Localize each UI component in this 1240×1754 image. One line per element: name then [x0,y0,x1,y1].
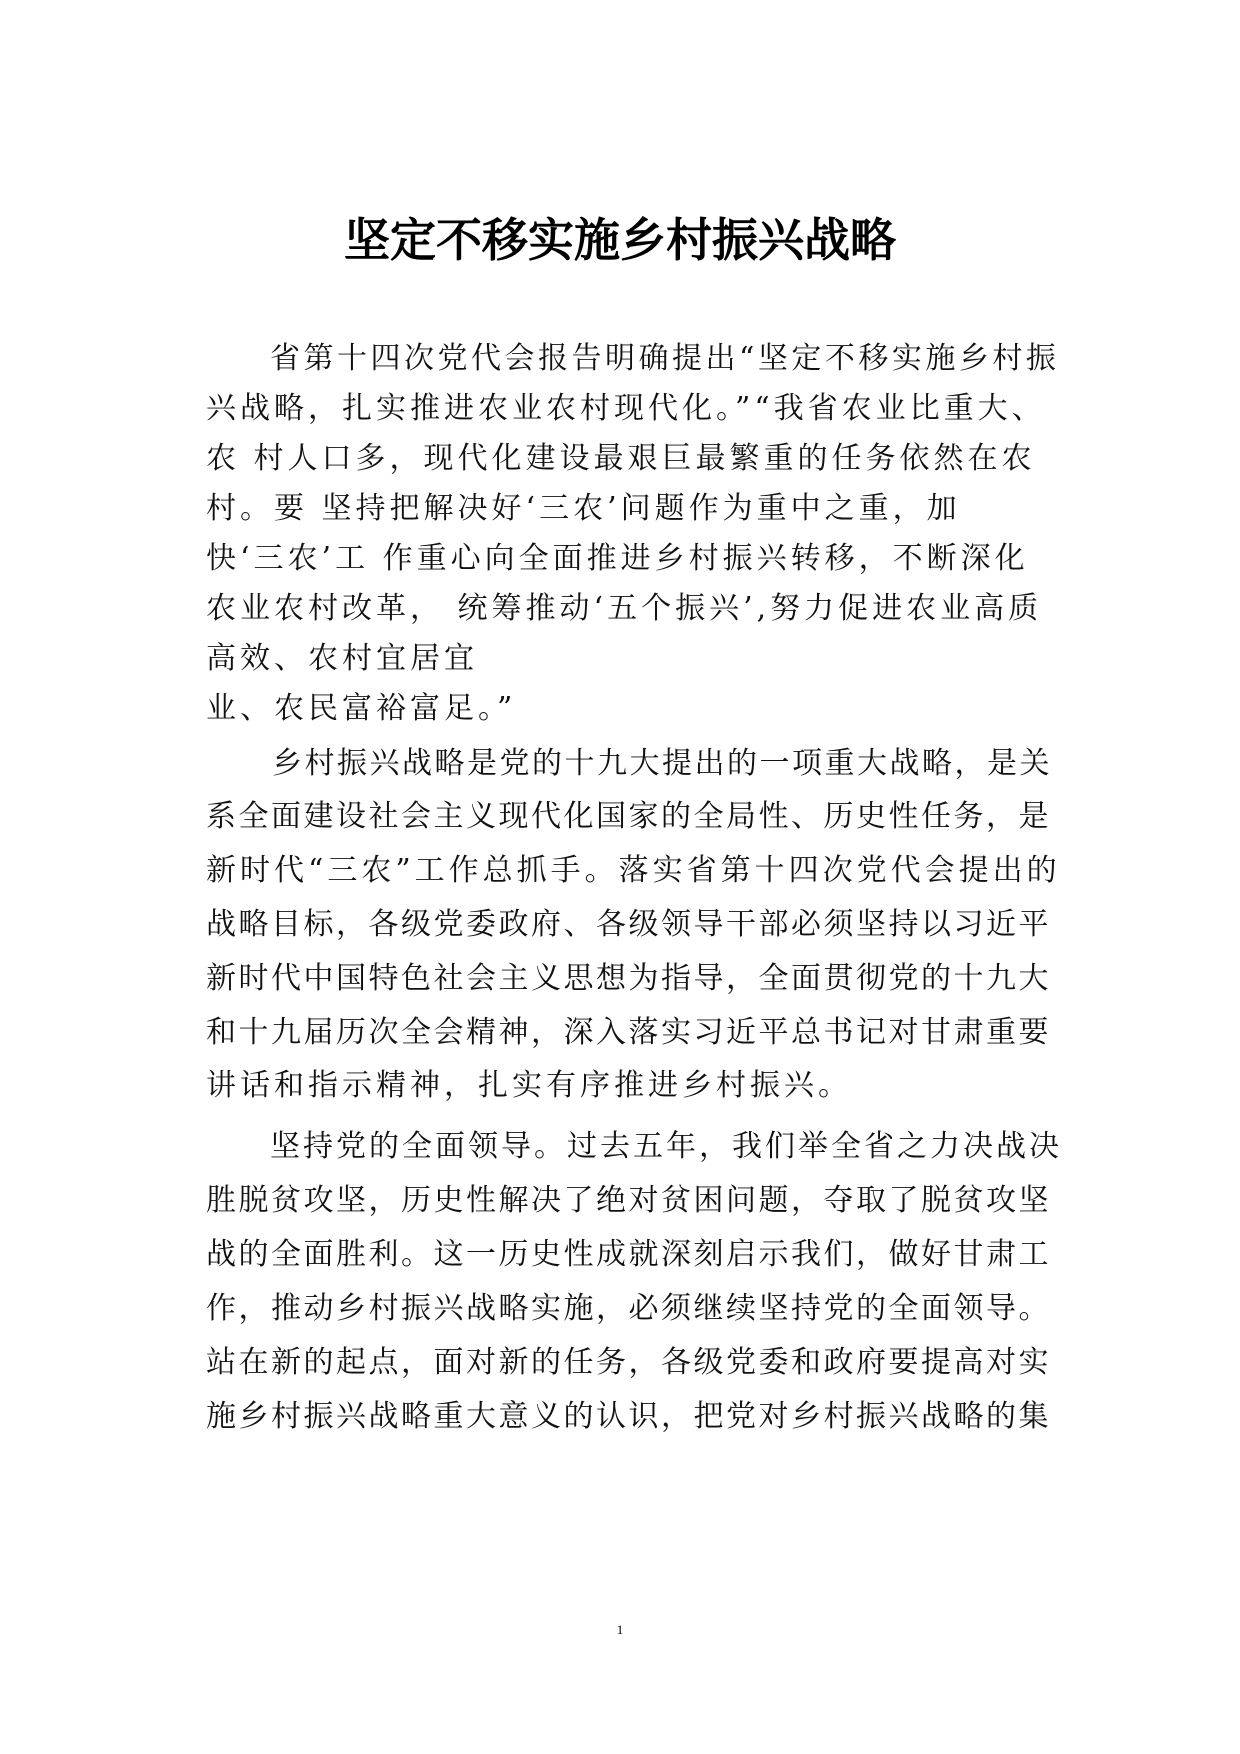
paragraph-line: 兴战略，扎实推进农业农村现代化。”“我省农业比重大、 [206,391,1046,426]
paragraph-line: 农 村人口多，现代化建设最艰巨最繁重的任务依然在农 [206,441,1036,476]
paragraph-line: 新时代中国特色社会主义思想为指导，全面贯彻党的十九大 [206,961,1051,996]
paragraph-line: 业、农民富裕富足。” [206,691,517,726]
paragraph-line: 施乡村振兴战略重大意义的认识，把党对乡村振兴战略的集 [206,1399,1051,1434]
paragraph-line: 高效、农村宜居宜 [206,641,478,676]
page-number: 1 [616,1622,624,1637]
paragraph-line: 战的全面胜利。这一历史性成就深刻启示我们，做好甘肃工 [206,1237,1051,1272]
paragraph-line: 作，推动乡村振兴战略实施，必须继续坚持党的全面领导。 [206,1291,1051,1326]
paragraph-line: 和十九届历次全会精神，深入落实习近平总书记对甘肃重要 [206,1015,1051,1050]
paragraph-line: 村。要 坚持把解决好‘三农’问题作为重中之重，加 [206,491,961,526]
paragraph-line: 胜脱贫攻坚，历史性解决了绝对贫困问题，夺取了脱贫攻坚 [206,1183,1051,1218]
paragraph-line: 坚持党的全面领导。过去五年，我们举全省之力决战决 [270,1129,1062,1164]
paragraph-line: 战略目标，各级党委政府、各级领导干部必须坚持以习近平 [206,907,1051,942]
paragraph-line: 农业农村改革， 统筹推动‘五个振兴’,努力促进农业高质 [206,591,1043,626]
paragraph-line: 快‘三农’工 作重心向全面推进乡村振兴转移，不断深化 [206,541,1029,576]
paragraph-line: 站在新的起点，面对新的任务，各级党委和政府要提高对实 [206,1345,1051,1380]
paragraph-line: 乡村振兴战略是党的十九大提出的一项重大战略，是关 [272,746,1052,781]
document-title: 坚定不移实施乡村振兴战略 [344,213,896,267]
paragraph-line: 系全面建设社会主义现代化国家的全局性、历史性任务，是 [206,799,1051,834]
paragraph-line: 新时代“三农”工作总抓手。落实省第十四次党代会提出的 [206,853,1061,888]
paragraph-line: 省第十四次党代会报告明确提出“坚定不移实施乡村振 [270,341,1060,376]
paragraph-line: 讲话和指示精神，扎实有序推进乡村振兴。 [206,1068,852,1103]
